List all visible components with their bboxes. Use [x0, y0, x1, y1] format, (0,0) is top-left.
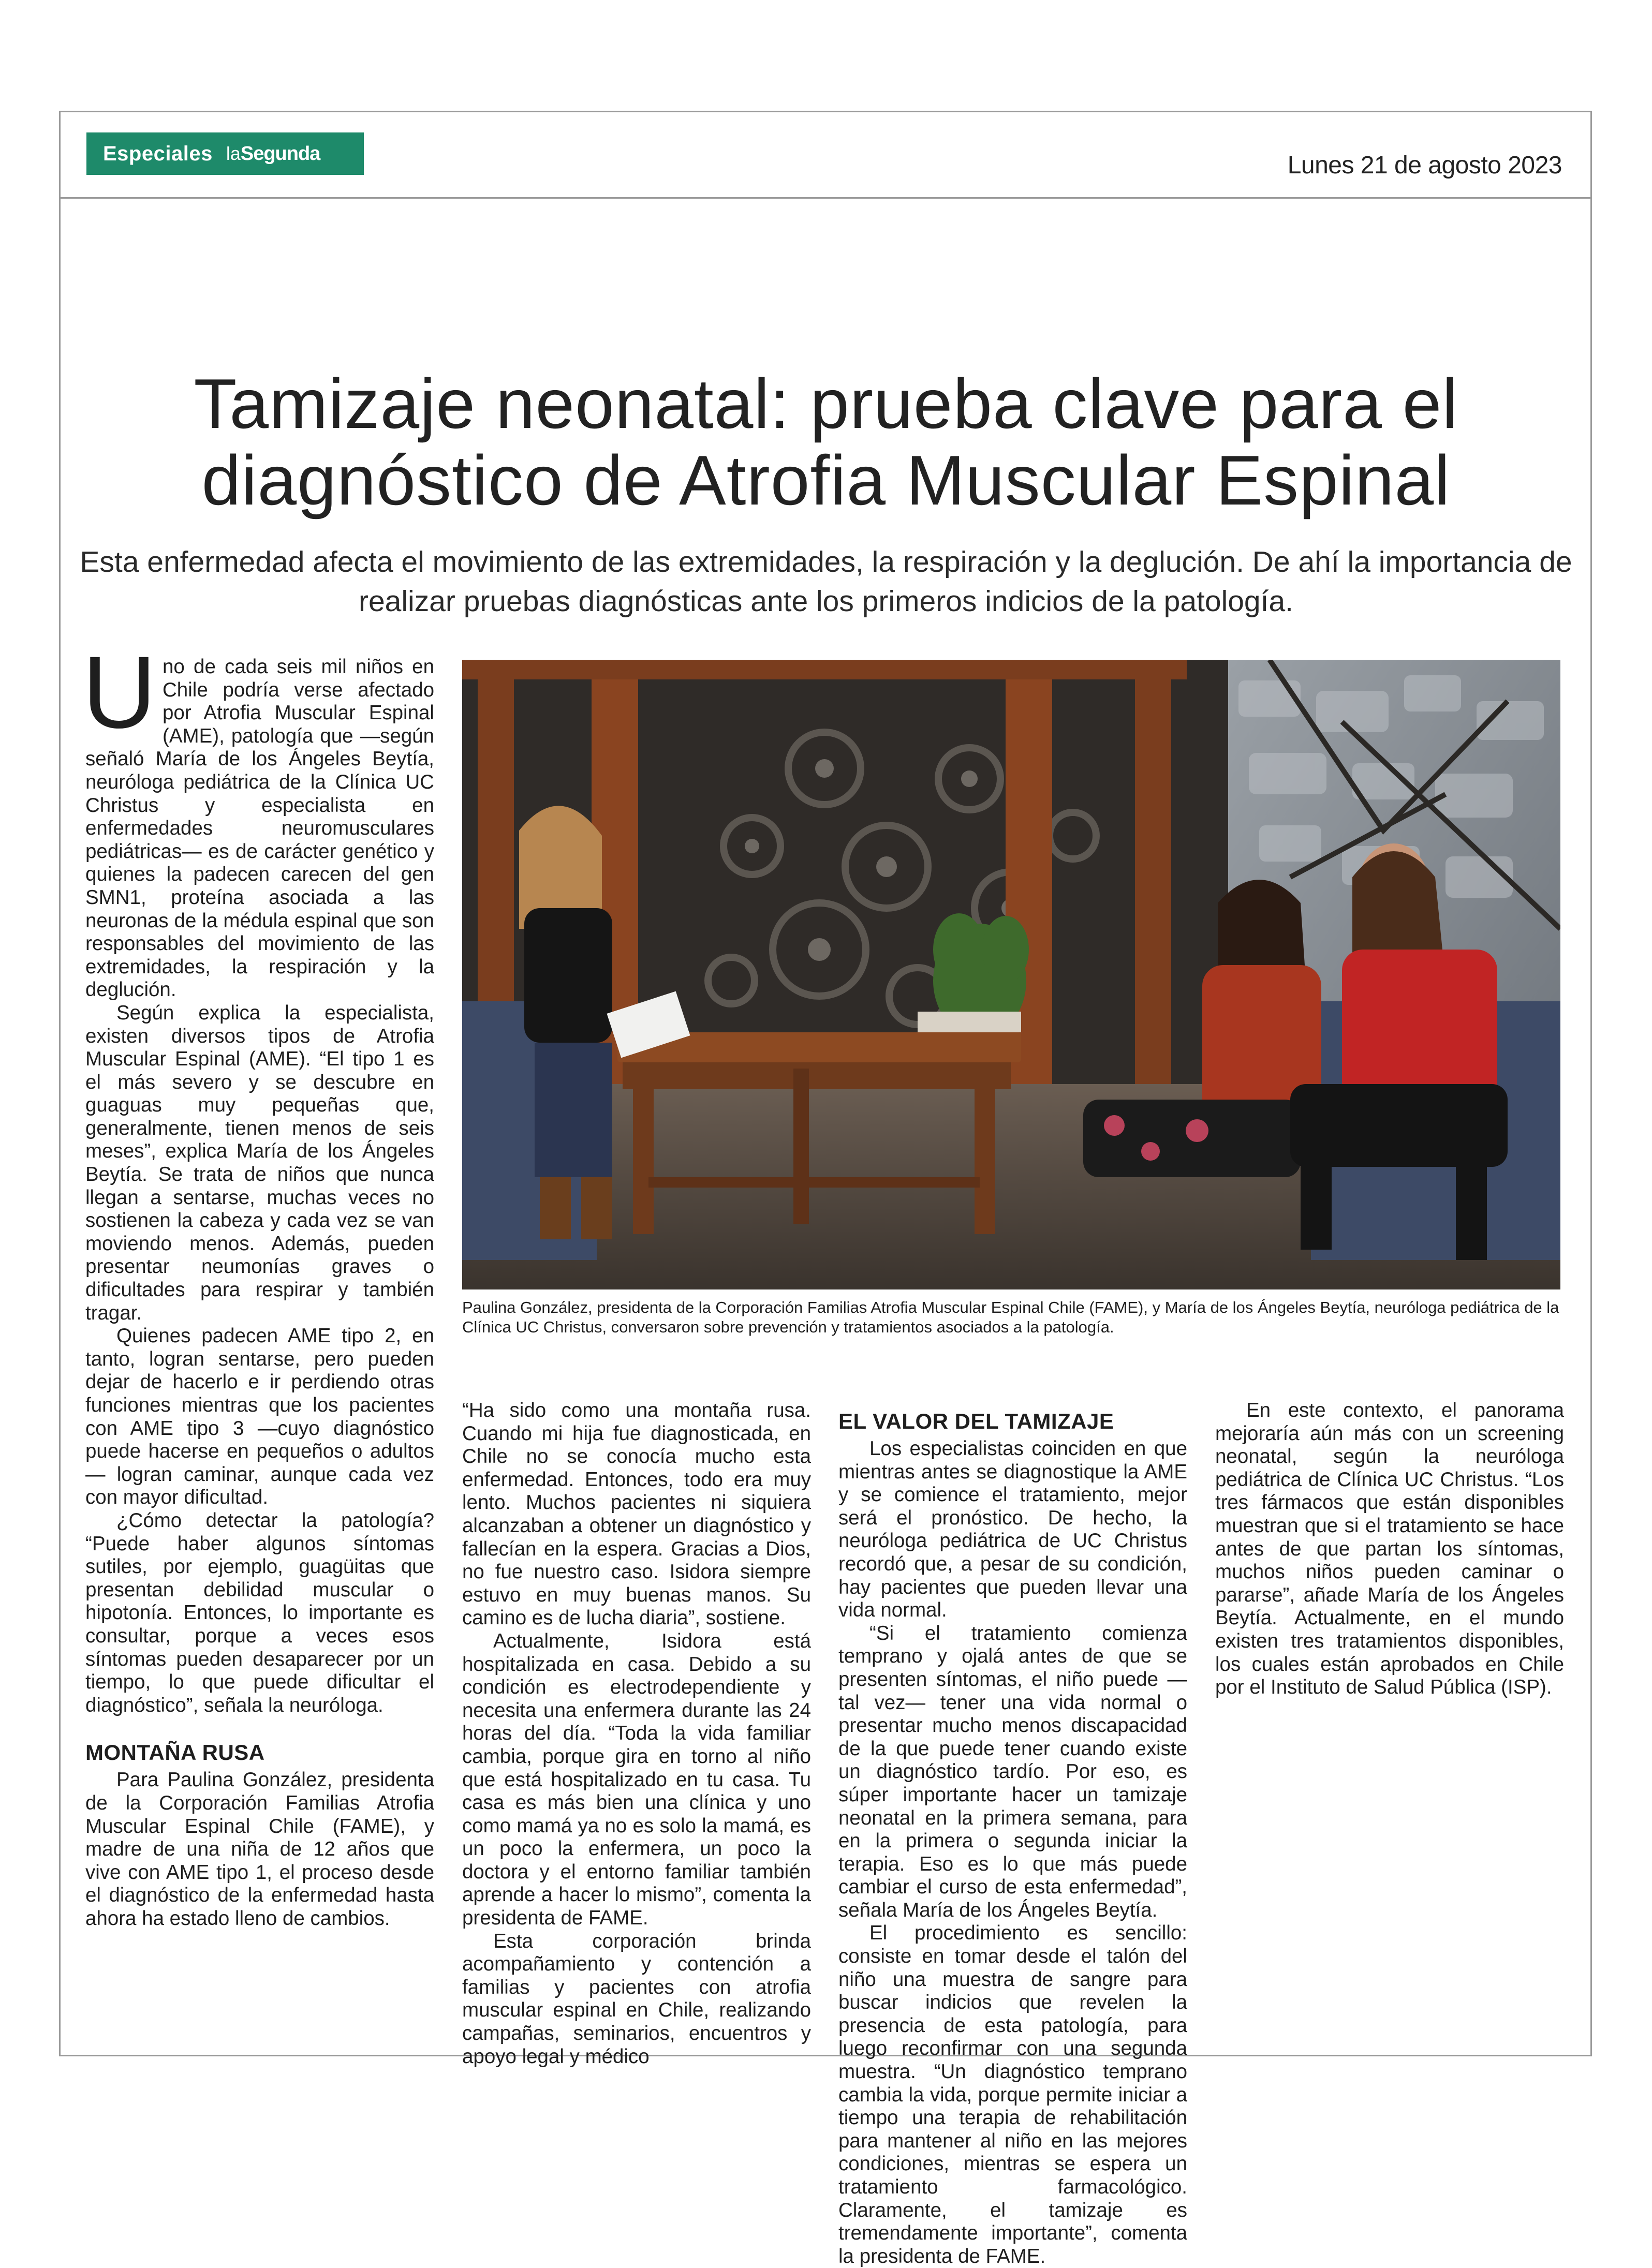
- brand-segunda: Segunda: [240, 142, 320, 165]
- article-dek: Esta enfermedad afecta el movimiento de las extremidades, la respiración y la deglución. De ahí la importancia de realizar pruebas diagnósticas ante los primeros indicios de la patología.: [80, 545, 1572, 618]
- subhead-valor-tamizaje: EL VALOR DEL TAMIZAJE: [838, 1409, 1114, 1433]
- section-label: Especiales: [103, 142, 213, 165]
- drop-cap: U: [82, 635, 156, 749]
- photo-caption: Paulina González, presidenta de la Corporación Familias Atrofia Muscular Espinal Chile (FAME), y María de los Ángeles Beytía, neuróloga pediátrica de la Clínica UC Christus, conversaron sobre prevención y tratamientos asociados a la patología.: [462, 1298, 1559, 1336]
- paragraph: “Ha sido como una montaña rusa. Cuando mi hija fue diagnosticada, en Chile no se conocía mucho esta enfermedad. Entonces, todo era muy lento. Muchos pacientes ni siquiera alcanzaban a obtener un diagnóstico y fallecían en la espera. Gracias a Dios, no fue nuestro caso. Isidora siempre estuvo en muy buenas manos. Su camino es de lucha diaria”, sostiene.: [462, 1399, 811, 1629]
- paragraph: El procedimiento es sencillo: consiste en tomar desde el talón del niño una muestra de sangre para buscar indicios que revelen la presencia de esta patología, para luego reconfirmar con una segunda muestra. “Un diagnóstico temprano cambia la vida, porque permite iniciar a tiempo una terapia de rehabilitación para mantener al niño en las mejores condiciones, mientras se espera un tratamiento farmacológico. Claramente, el tamizaje es tremendamente importante”, comenta la presidenta de FAME.: [838, 1922, 1187, 2267]
- paragraph: Los especialistas coinciden en que mientras antes se diagnostique la AME y se comience el tratamiento, mejor será el pronóstico. De hecho, la neuróloga pediátrica de UC Christus recordó que, a pesar de su condición, hay pacientes que pueden llevar una vida normal.: [838, 1437, 1187, 1622]
- article-headline: Tamizaje neonatal: prueba clave para el diagnóstico de Atrofia Muscular Espinal: [194, 364, 1458, 520]
- brand-la: la: [226, 143, 241, 164]
- paragraph: Esta corporación brinda acompañamiento y contención a familias y pacientes con atrofia muscular espinal en Chile, realizando campañas, seminarios, encuentros y apoyo legal y médico: [462, 1930, 811, 2068]
- subhead-montana-rusa: MONTAÑA RUSA: [85, 1740, 265, 1765]
- article-photo: [462, 660, 1560, 1289]
- paragraph: En este contexto, el panorama mejoraría aún más con un screening neonatal, según la neuróloga pediátrica de Clínica UC Christus. “Los tres fármacos que están disponibles muestran que si el tratamiento se hace antes de que partan los síntomas, muchos niños pueden caminar o pararse”, añade María de los Ángeles Beytía. Actualmente, en el mundo existen tres tratamientos disponibles, los cuales están aprobados en Chile por el Instituto de Salud Pública (ISP).: [1215, 1399, 1564, 1699]
- paragraph: ¿Cómo detectar la patología? “Puede haber algunos síntomas sutiles, por ejemplo, guagüitas que presentan debilidad muscular o hipotonía. Entonces, lo importante es consultar, porque a veces esos síntomas pueden desaparecer por un tiempo, lo que puede dificultar el diagnóstico”, señala la neuróloga.: [85, 1509, 434, 1716]
- issue-date: Lunes 21 de agosto 2023: [1287, 152, 1562, 179]
- paragraph: Uno de cada seis mil niños en Chile podría verse afectado por Atrofia Muscular Espinal (AME), patología que —según señaló María de los Ángeles Beytía, neuróloga pediátrica de la Clínica UC Christus y especialista en enfermedades neuromusculares pediátricas— es de carácter genético y quienes la padecen carecen del gen SMN1, proteína asociada a las neuronas de la médula espinal que son responsables del movimiento de las extremidades, la respiración y la deglución.: [82, 635, 434, 1001]
- paragraph: Quienes padecen AME tipo 2, en tanto, logran sentarse, pero pueden dejar de hacerlo e ir perdiendo otras funciones mientras que los pacientes con AME tipo 3 —cuyo diagnóstico puede hacerse en pequeños o adultos— logran caminar, aunque cada vez con mayor dificultad.: [85, 1325, 434, 1509]
- paragraph: Según explica la especialista, existen diversos tipos de Atrofia Muscular Espinal (AME). “El tipo 1 es el más severo y se descubre en guaguas muy pequeñas que, generalmente, tienen menos de seis meses”, explica María de los Ángeles Beytía. Se trata de niños que nunca llegan a sentarse, muchas veces no sostienen la cabeza y cada vez se van moviendo menos. Además, pueden presentar neumonías graves o dificultades para respirar y también tragar.: [85, 1001, 434, 1324]
- text-column-3: [838, 1399, 1187, 2268]
- text-column-2: [462, 1399, 811, 2068]
- text-column-4: [1215, 1399, 1564, 1699]
- paragraph: “Si el tratamiento comienza temprano y ojalá antes de que se presenten síntomas, el niño puede —tal vez— tener una vida normal o presentar mucho menos discapacidad de la que puede tener cuando existe un diagnóstico tardío. Por eso, es súper importante hacer un tamizaje neonatal en la primera semana, para en la primera o segunda iniciar la terapia. Eso es lo que más puede cambiar el curso de esta enfermedad”, señala María de los Ángeles Beytía.: [838, 1622, 1187, 1921]
- paragraph: Actualmente, Isidora está hospitalizada en casa. Debido a su condición es electrodependiente y necesita una enfermera durante las 24 horas del día. “Toda la vida familiar cambia, porque gira en torno al niño que está hospitalizado en tu casa. Tu casa es más bien una clínica y uno como mamá ya no es solo la mamá, es un poco la enfermera, un poco la doctora y el entorno familiar también aprende a hacer lo mismo”, comenta la presidenta de FAME.: [462, 1629, 811, 1930]
- header-divider: [59, 197, 1592, 199]
- section-brand-badge: [86, 132, 364, 175]
- paragraph: Para Paulina González, presidenta de la Corporación Familias Atrofia Muscular Espinal Chile (FAME), y madre de una niña de 12 años que vive con AME tipo 1, el proceso desde el diagnóstico de la enfermedad hasta ahora ha estado lleno de cambios.: [85, 1769, 434, 1930]
- text-column-1: [82, 635, 434, 1930]
